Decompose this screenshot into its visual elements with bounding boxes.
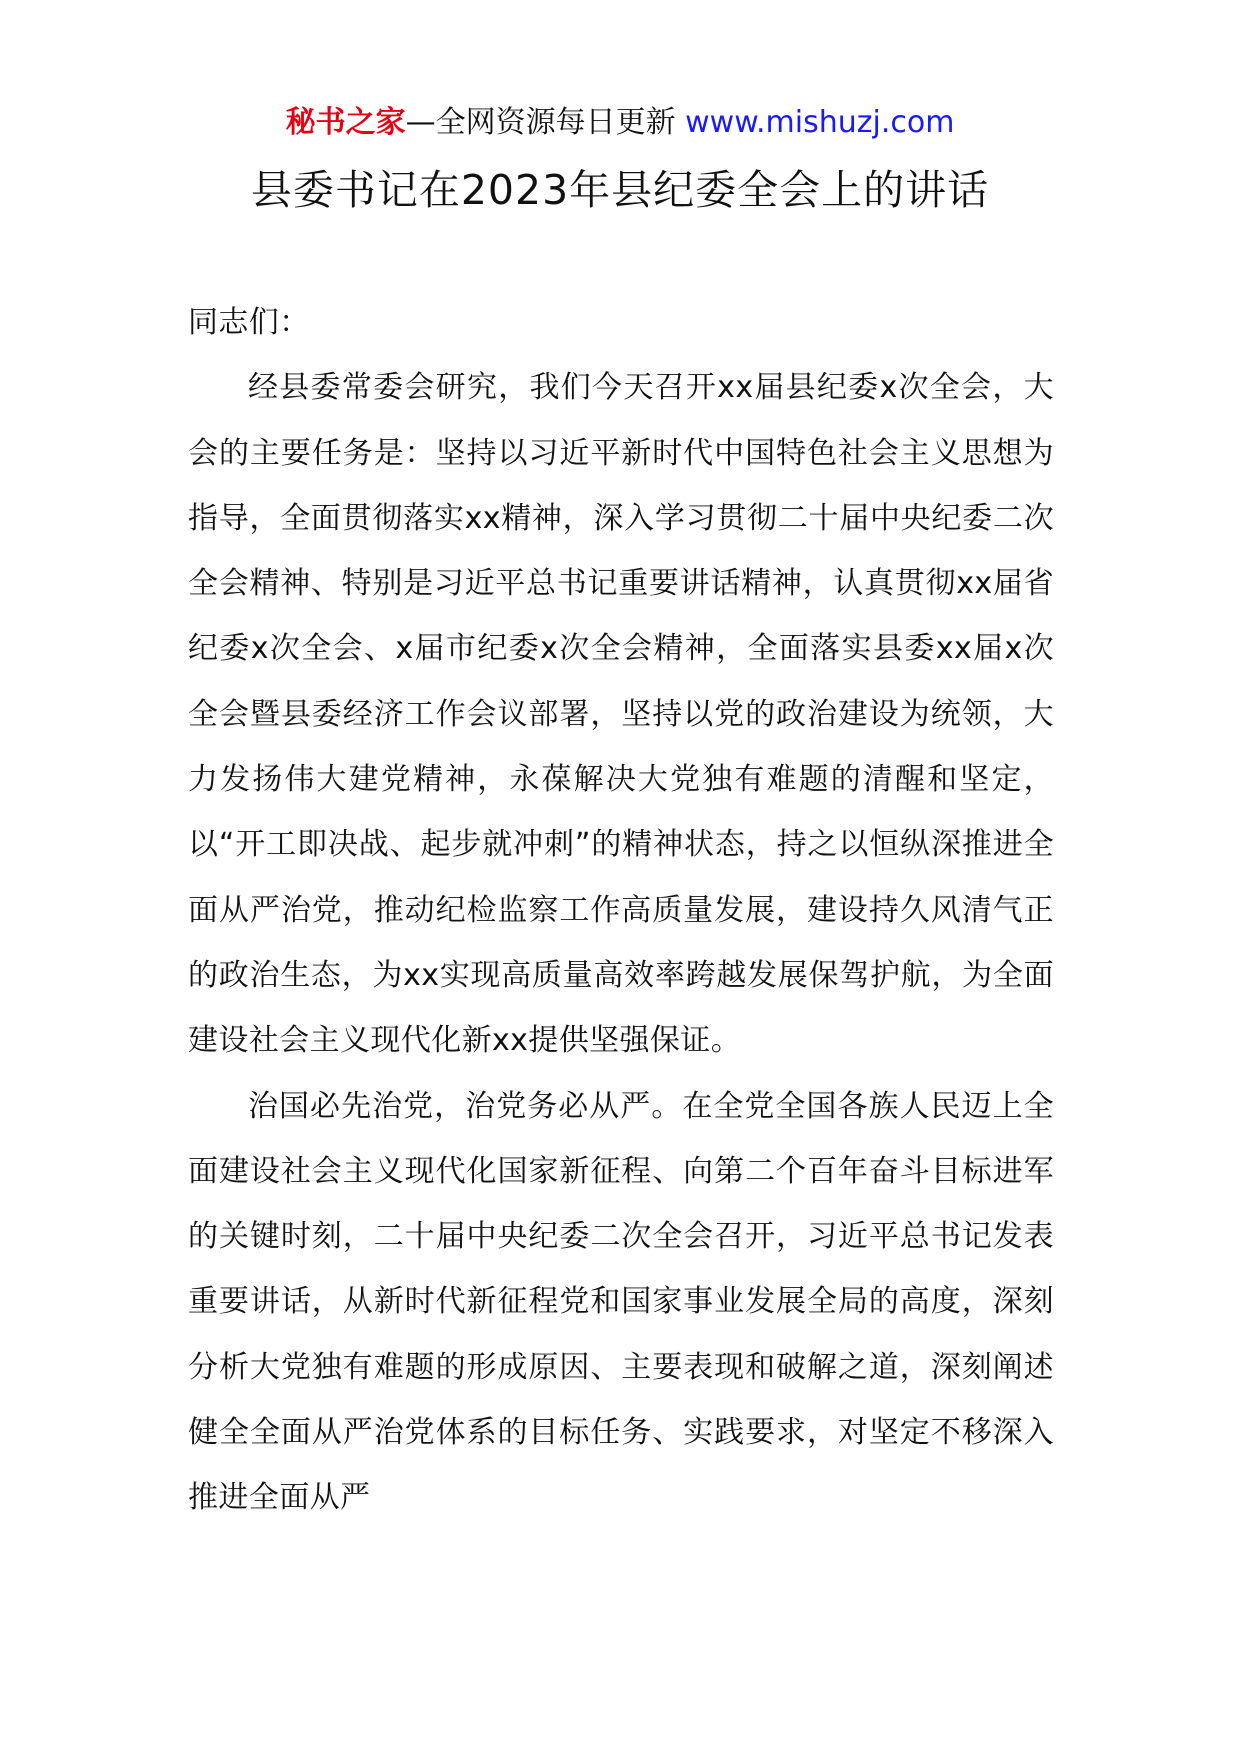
salutation: 同志们： [188,305,310,340]
paragraph: 经县委常委会研究，我们今天召开xx届县纪委x次全会，大会的主要任务是：坚持以习近平新时代中国特色社会主义思想为指导，全面贯彻落实xx精神，深入学习贯彻二十届中央纪委二次全会精神、特别是习近平总书记重要讲话精神，认真贯彻xx届省纪委x次全会、x届市纪委x次全会精神，全面落实县委xx届x次全会暨县委经济工作会议部署，坚持以党的政治建设为统领，大力发扬伟大建党精神，永葆解决大党独有难题的清醒和坚定，以“开工即决战、起步就冲刺”的精神状态，持之以恒纵深推进全面从严治党，推动纪检监察工作高质量发展，建设持久风清气正的政治生态，为xx实现高质量高效率跨越发展保驾护航，为全面建设社会主义现代化新xx提供坚强保证。 [188,370,1054,1059]
paragraph: 治国必先治党，治党务必从严。在全党全国各族人民迈上全面建设社会主义现代化国家新征程、向第二个百年奋斗目标进军的关键时刻，二十届中央纪委二次全会召开，习近平总书记发表重要讲话，从新时代新征程党和国家事业发展全局的高度，深刻分析大党独有难题的形成原因、主要表现和破解之道，深刻阐述健全全面从严治党体系的目标任务、实践要求，对坚定不移深入推进全面从严 [188,1088,1054,1516]
site-url-link[interactable]: www.mishuzj.com [685,105,955,140]
site-header [0,103,1240,143]
slogan: —全网资源每日更新 [405,105,686,140]
document-body [188,290,1054,1531]
document-title: 县委书记在2023年县纪委全会上的讲话 [250,166,990,214]
brand-name: 秘书之家 [285,105,406,140]
